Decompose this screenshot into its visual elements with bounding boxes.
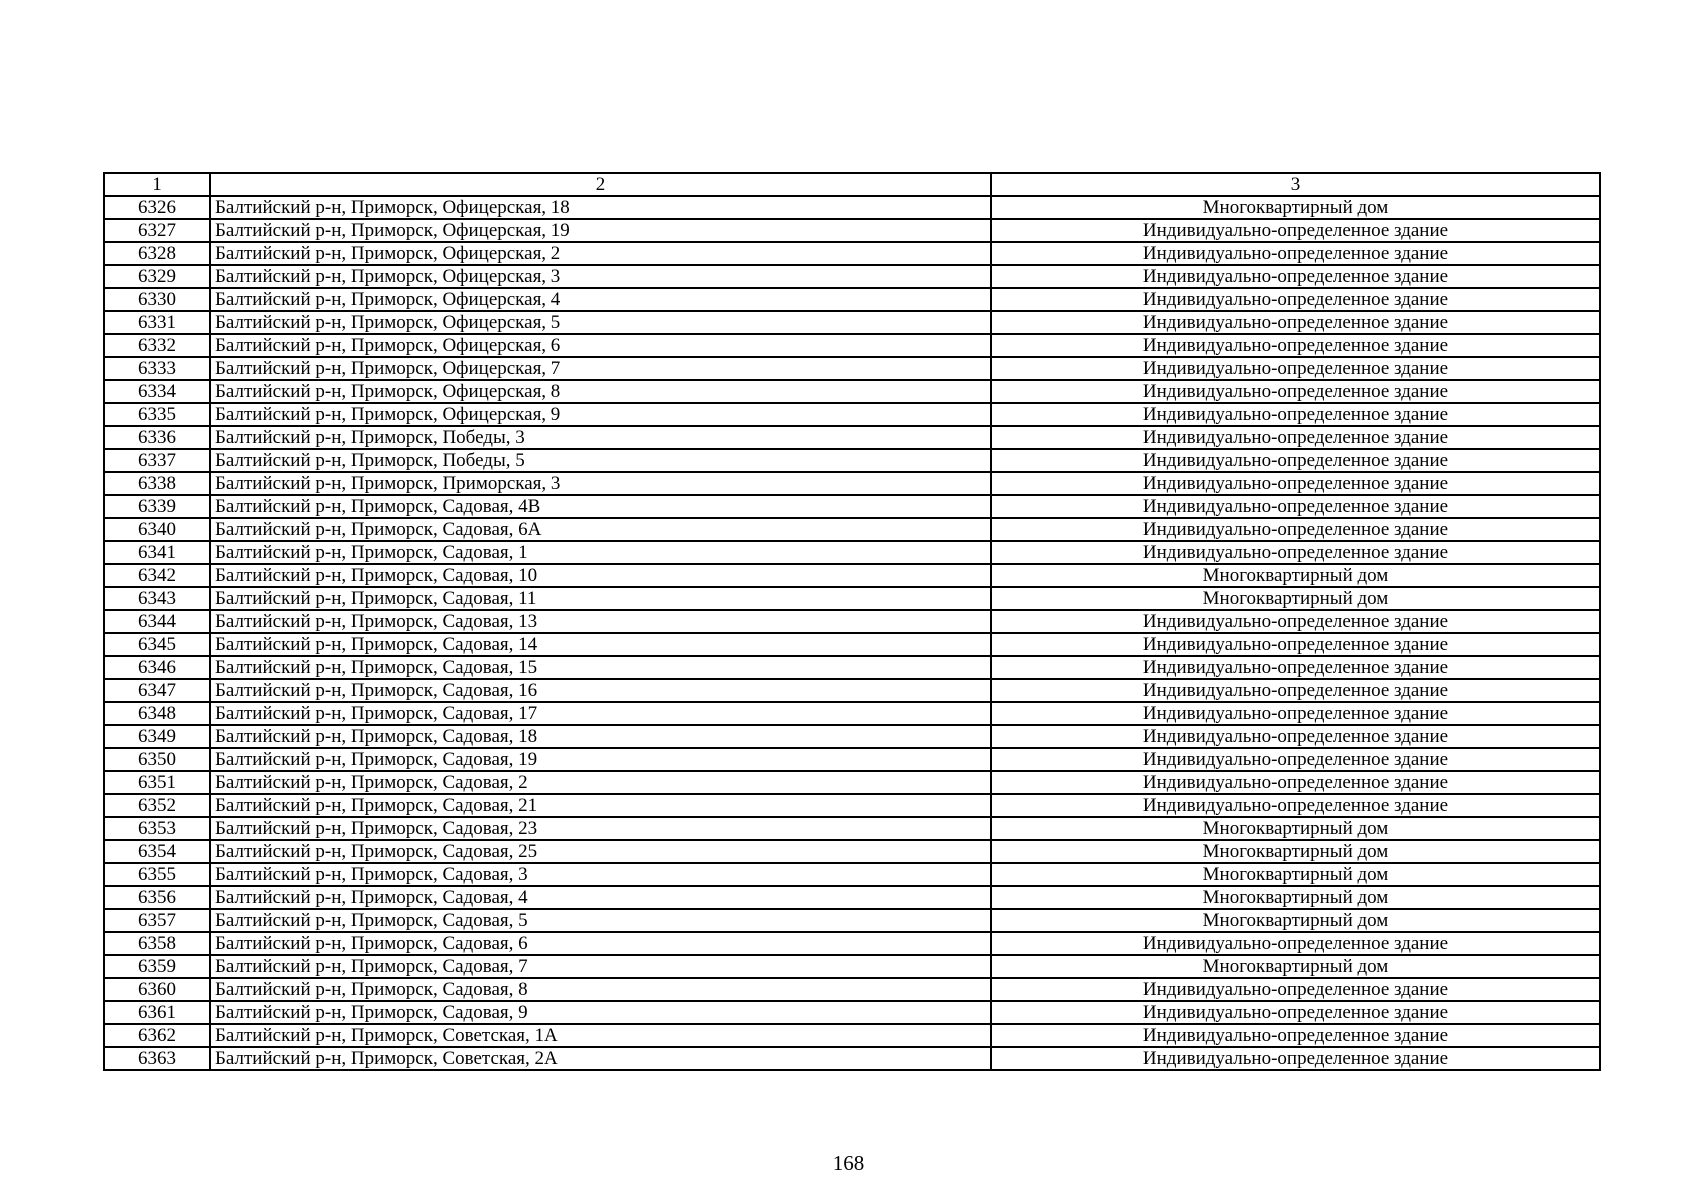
table-row (104, 702, 1600, 725)
row-number-cell: 6341 (104, 541, 210, 564)
row-number-cell: 6347 (104, 679, 210, 702)
row-number-cell: 6333 (104, 357, 210, 380)
row-number-cell: 6327 (104, 219, 210, 242)
row-number-cell: 6345 (104, 633, 210, 656)
row-number-cell: 6349 (104, 725, 210, 748)
row-number-cell: 6337 (104, 449, 210, 472)
building-type-cell: Индивидуально-определенное здание (991, 311, 1600, 334)
table-row (104, 633, 1600, 656)
row-number-cell: 6357 (104, 909, 210, 932)
table-row (104, 541, 1600, 564)
address-cell: Балтийский р-н, Приморск, Офицерская, 4 (210, 288, 991, 311)
table-row (104, 587, 1600, 610)
building-type-cell: Индивидуально-определенное здание (991, 288, 1600, 311)
building-type-cell: Индивидуально-определенное здание (991, 679, 1600, 702)
row-number-cell: 6328 (104, 242, 210, 265)
building-type-cell: Индивидуально-определенное здание (991, 357, 1600, 380)
building-type-cell: Индивидуально-определенное здание (991, 426, 1600, 449)
table-row (104, 403, 1600, 426)
building-type-cell: Индивидуально-определенное здание (991, 725, 1600, 748)
table-row (104, 357, 1600, 380)
table-row (104, 1024, 1600, 1047)
row-number-cell: 6330 (104, 288, 210, 311)
address-cell: Балтийский р-н, Приморск, Садовая, 5 (210, 909, 991, 932)
table-row (104, 725, 1600, 748)
building-type-cell: Индивидуально-определенное здание (991, 748, 1600, 771)
address-cell: Балтийский р-н, Приморск, Садовая, 10 (210, 564, 991, 587)
address-cell: Балтийский р-н, Приморск, Офицерская, 18 (210, 196, 991, 219)
table-row (104, 518, 1600, 541)
address-cell: Балтийский р-н, Приморск, Садовая, 3 (210, 863, 991, 886)
row-number-cell: 6350 (104, 748, 210, 771)
row-number-cell: 6361 (104, 1001, 210, 1024)
page-number: 168 (832, 1151, 865, 1175)
address-cell: Балтийский р-н, Приморск, Офицерская, 9 (210, 403, 991, 426)
column-header-number: 1 (104, 173, 210, 196)
address-cell: Балтийский р-н, Приморск, Садовая, 13 (210, 610, 991, 633)
address-cell: Балтийский р-н, Приморск, Садовая, 6 (210, 932, 991, 955)
row-number-cell: 6329 (104, 265, 210, 288)
building-type-cell: Индивидуально-определенное здание (991, 403, 1600, 426)
row-number-cell: 6336 (104, 426, 210, 449)
address-cell: Балтийский р-н, Приморск, Победы, 5 (210, 449, 991, 472)
address-cell: Балтийский р-н, Приморск, Садовая, 9 (210, 1001, 991, 1024)
address-cell: Балтийский р-н, Приморск, Садовая, 11 (210, 587, 991, 610)
address-cell: Балтийский р-н, Приморск, Садовая, 16 (210, 679, 991, 702)
row-number-cell: 6354 (104, 840, 210, 863)
building-type-cell: Индивидуально-определенное здание (991, 978, 1600, 1001)
building-type-cell: Многоквартирный дом (991, 196, 1600, 219)
table-row (104, 472, 1600, 495)
address-cell: Балтийский р-н, Приморск, Офицерская, 3 (210, 265, 991, 288)
table-row (104, 1001, 1600, 1024)
row-number-cell: 6353 (104, 817, 210, 840)
row-number-cell: 6331 (104, 311, 210, 334)
row-number-cell: 6339 (104, 495, 210, 518)
address-cell: Балтийский р-н, Приморск, Победы, 3 (210, 426, 991, 449)
column-header-type: 3 (991, 173, 1600, 196)
row-number-cell: 6356 (104, 886, 210, 909)
address-cell: Балтийский р-н, Приморск, Офицерская, 19 (210, 219, 991, 242)
address-cell: Балтийский р-н, Приморск, Приморская, 3 (210, 472, 991, 495)
row-number-cell: 6359 (104, 955, 210, 978)
row-number-cell: 6360 (104, 978, 210, 1001)
buildings-table (103, 172, 1601, 1071)
address-cell: Балтийский р-н, Приморск, Офицерская, 5 (210, 311, 991, 334)
row-number-cell: 6352 (104, 794, 210, 817)
building-type-cell: Индивидуально-определенное здание (991, 518, 1600, 541)
address-cell: Балтийский р-н, Приморск, Садовая, 14 (210, 633, 991, 656)
row-number-cell: 6342 (104, 564, 210, 587)
table-row (104, 932, 1600, 955)
table-body (104, 196, 1600, 1070)
address-cell: Балтийский р-н, Приморск, Садовая, 6А (210, 518, 991, 541)
building-type-cell: Индивидуально-определенное здание (991, 1047, 1600, 1070)
building-type-cell: Многоквартирный дом (991, 564, 1600, 587)
row-number-cell: 6334 (104, 380, 210, 403)
address-cell: Балтийский р-н, Приморск, Садовая, 4 (210, 886, 991, 909)
table-row (104, 288, 1600, 311)
row-number-cell: 6355 (104, 863, 210, 886)
building-type-cell: Индивидуально-определенное здание (991, 449, 1600, 472)
table-row (104, 955, 1600, 978)
building-type-cell: Индивидуально-определенное здание (991, 541, 1600, 564)
building-type-cell: Многоквартирный дом (991, 955, 1600, 978)
row-number-cell: 6362 (104, 1024, 210, 1047)
building-type-cell: Индивидуально-определенное здание (991, 932, 1600, 955)
building-type-cell: Индивидуально-определенное здание (991, 219, 1600, 242)
address-cell: Балтийский р-н, Приморск, Садовая, 1 (210, 541, 991, 564)
row-number-cell: 6344 (104, 610, 210, 633)
address-cell: Балтийский р-н, Приморск, Садовая, 19 (210, 748, 991, 771)
table-row (104, 771, 1600, 794)
table-row (104, 1047, 1600, 1070)
building-type-cell: Индивидуально-определенное здание (991, 242, 1600, 265)
building-type-cell: Индивидуально-определенное здание (991, 334, 1600, 357)
building-type-cell: Индивидуально-определенное здание (991, 610, 1600, 633)
building-type-cell: Индивидуально-определенное здание (991, 656, 1600, 679)
address-cell: Балтийский р-н, Приморск, Садовая, 7 (210, 955, 991, 978)
row-number-cell: 6340 (104, 518, 210, 541)
row-number-cell: 6363 (104, 1047, 210, 1070)
table-row (104, 978, 1600, 1001)
table-row (104, 495, 1600, 518)
table-row (104, 242, 1600, 265)
building-type-cell: Многоквартирный дом (991, 817, 1600, 840)
table-row (104, 449, 1600, 472)
table-header-row (104, 173, 1600, 196)
table-row (104, 886, 1600, 909)
row-number-cell: 6335 (104, 403, 210, 426)
address-cell: Балтийский р-н, Приморск, Садовая, 15 (210, 656, 991, 679)
table-row (104, 840, 1600, 863)
building-type-cell: Индивидуально-определенное здание (991, 1024, 1600, 1047)
building-type-cell: Индивидуально-определенное здание (991, 633, 1600, 656)
table-row (104, 265, 1600, 288)
building-type-cell: Многоквартирный дом (991, 886, 1600, 909)
table-row (104, 794, 1600, 817)
row-number-cell: 6332 (104, 334, 210, 357)
address-cell: Балтийский р-н, Приморск, Садовая, 8 (210, 978, 991, 1001)
row-number-cell: 6326 (104, 196, 210, 219)
table-row (104, 817, 1600, 840)
building-type-cell: Индивидуально-определенное здание (991, 472, 1600, 495)
building-type-cell: Многоквартирный дом (991, 587, 1600, 610)
row-number-cell: 6348 (104, 702, 210, 725)
table-row (104, 311, 1600, 334)
table-row (104, 219, 1600, 242)
table-row (104, 863, 1600, 886)
address-cell: Балтийский р-н, Приморск, Офицерская, 6 (210, 334, 991, 357)
table-row (104, 380, 1600, 403)
address-cell: Балтийский р-н, Приморск, Садовая, 25 (210, 840, 991, 863)
building-type-cell: Индивидуально-определенное здание (991, 265, 1600, 288)
table-row (104, 564, 1600, 587)
address-cell: Балтийский р-н, Приморск, Офицерская, 8 (210, 380, 991, 403)
building-type-cell: Многоквартирный дом (991, 840, 1600, 863)
column-header-address: 2 (210, 173, 991, 196)
address-cell: Балтийский р-н, Приморск, Садовая, 21 (210, 794, 991, 817)
building-type-cell: Многоквартирный дом (991, 863, 1600, 886)
row-number-cell: 6343 (104, 587, 210, 610)
row-number-cell: 6338 (104, 472, 210, 495)
address-cell: Балтийский р-н, Приморск, Садовая, 18 (210, 725, 991, 748)
table-row (104, 426, 1600, 449)
address-cell: Балтийский р-н, Приморск, Садовая, 23 (210, 817, 991, 840)
table-row (104, 656, 1600, 679)
table-row (104, 909, 1600, 932)
row-number-cell: 6351 (104, 771, 210, 794)
address-cell: Балтийский р-н, Приморск, Советская, 1А (210, 1024, 991, 1047)
address-cell: Балтийский р-н, Приморск, Садовая, 2 (210, 771, 991, 794)
building-type-cell: Индивидуально-определенное здание (991, 794, 1600, 817)
address-cell: Балтийский р-н, Приморск, Офицерская, 7 (210, 357, 991, 380)
table-row (104, 334, 1600, 357)
row-number-cell: 6346 (104, 656, 210, 679)
row-number-cell: 6358 (104, 932, 210, 955)
address-cell: Балтийский р-н, Приморск, Садовая, 17 (210, 702, 991, 725)
address-cell: Балтийский р-н, Приморск, Советская, 2А (210, 1047, 991, 1070)
building-type-cell: Индивидуально-определенное здание (991, 380, 1600, 403)
table-row (104, 679, 1600, 702)
address-cell: Балтийский р-н, Приморск, Офицерская, 2 (210, 242, 991, 265)
building-type-cell: Индивидуально-определенное здание (991, 1001, 1600, 1024)
building-type-cell: Индивидуально-определенное здание (991, 702, 1600, 725)
table-row (104, 748, 1600, 771)
address-cell: Балтийский р-н, Приморск, Садовая, 4В (210, 495, 991, 518)
table-row (104, 610, 1600, 633)
building-type-cell: Индивидуально-определенное здание (991, 495, 1600, 518)
table-row (104, 196, 1600, 219)
building-type-cell: Индивидуально-определенное здание (991, 771, 1600, 794)
building-type-cell: Многоквартирный дом (991, 909, 1600, 932)
